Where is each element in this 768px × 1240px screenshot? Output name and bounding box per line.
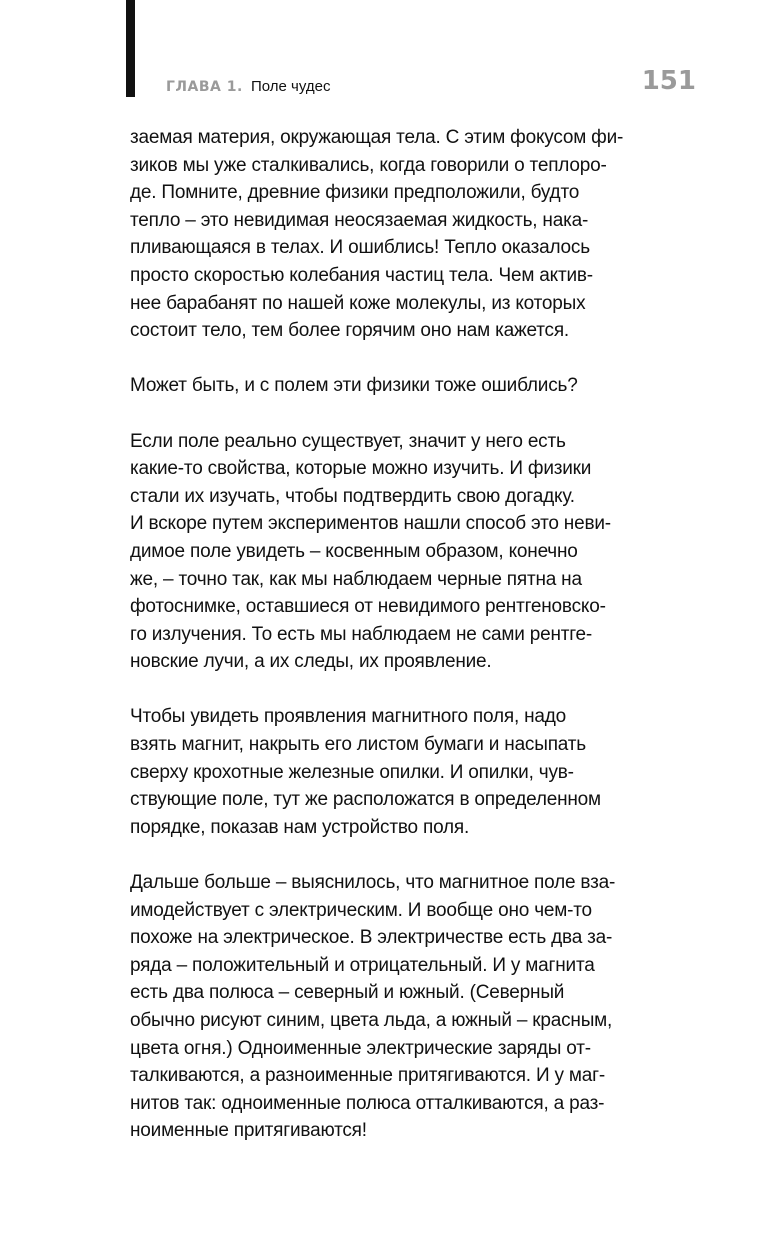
chapter-label: ГЛАВА 1. — [166, 79, 243, 95]
text-line: сверху крохотные железные опилки. И опилки, чув- — [130, 761, 574, 783]
text-line: И вскоре путем экспериментов нашли способ это неви- — [130, 513, 611, 535]
text-line: пливающаяся в телах. И ошиблись! Тепло оказалось — [130, 237, 590, 259]
text-line: го излучения. То есть мы наблюдаем не сами рентге- — [130, 623, 593, 645]
text-line: ствующие поле, тут же расположатся в определенном — [130, 789, 601, 811]
text-line: есть два полюса – северный и южный. (Северный — [130, 982, 565, 1004]
text-line: де. Помните, древние физики предположили, будто — [130, 182, 580, 204]
text-line: порядке, показав нам устройство поля. — [130, 816, 470, 838]
text-line: Чтобы увидеть проявления магнитного поля, надо — [130, 706, 567, 728]
text-line: похоже на электрическое. В электричестве есть два за- — [130, 927, 613, 949]
text-line: Дальше больше – выяснилось, что магнитное поле вза- — [130, 872, 616, 894]
text-line: димое поле увидеть – косвенным образом, конечно — [130, 540, 578, 562]
text-line: зиков мы уже сталкивались, когда говорили о теплоро- — [130, 154, 607, 176]
text-line: какие-то свойства, которые можно изучить. И физики — [130, 458, 592, 480]
running-header — [166, 78, 330, 95]
text-line: обычно рисуют синим, цвета льда, а южный – красным, — [130, 1010, 613, 1031]
text-line: фотоснимке, оставшиеся от невидимого рентгеновско- — [130, 596, 606, 618]
paragraph — [130, 124, 675, 345]
paragraph — [130, 428, 675, 676]
text-line: просто скоростью колебания частиц тела. Чем актив- — [130, 264, 593, 286]
text-line: стали их изучать, чтобы подтвердить свою догадку. — [130, 485, 575, 507]
chapter-title: Поле чудес — [251, 78, 331, 95]
text-line: Если поле реально существует, значит у него есть — [130, 430, 566, 452]
page-number: 151 — [641, 66, 696, 96]
text-line: нитов так: одноименные полюса отталкиваются, а раз- — [130, 1092, 605, 1114]
paragraph — [130, 703, 675, 841]
text-line: ряда – положительный и отрицательный. И у магнита — [130, 954, 595, 976]
text-line: имодействует с электрическим. И вообще оно чем-то — [130, 899, 592, 921]
paragraph — [130, 372, 675, 400]
text-line: тепло – это невидимая неосязаемая жидкость, нака- — [130, 209, 589, 231]
text-line: Может быть, и с полем эти физики тоже ошиблись? — [130, 375, 578, 397]
text-line: талкиваются, а разноименные притягиваются. И у маг- — [130, 1065, 605, 1087]
text-line: состоит тело, тем более горячим оно нам кажется. — [130, 320, 569, 342]
paragraph — [130, 869, 675, 1145]
text-line: взять магнит, накрыть его листом бумаги и насыпать — [130, 734, 586, 756]
text-line: цвета огня.) Одноименные электрические заряды от- — [130, 1037, 591, 1059]
body-text — [130, 124, 675, 1173]
chapter-margin-bar — [126, 0, 135, 97]
text-line: нее барабанят по нашей коже молекулы, из которых — [130, 292, 586, 314]
text-line: же, – точно так, как мы наблюдаем черные пятна на — [130, 568, 582, 590]
text-line: ноименные притягиваются! — [130, 1120, 367, 1142]
text-line: новские лучи, а их следы, их проявление. — [130, 651, 492, 673]
text-line: заемая материя, окружающая тела. С этим фокусом фи- — [130, 127, 624, 148]
